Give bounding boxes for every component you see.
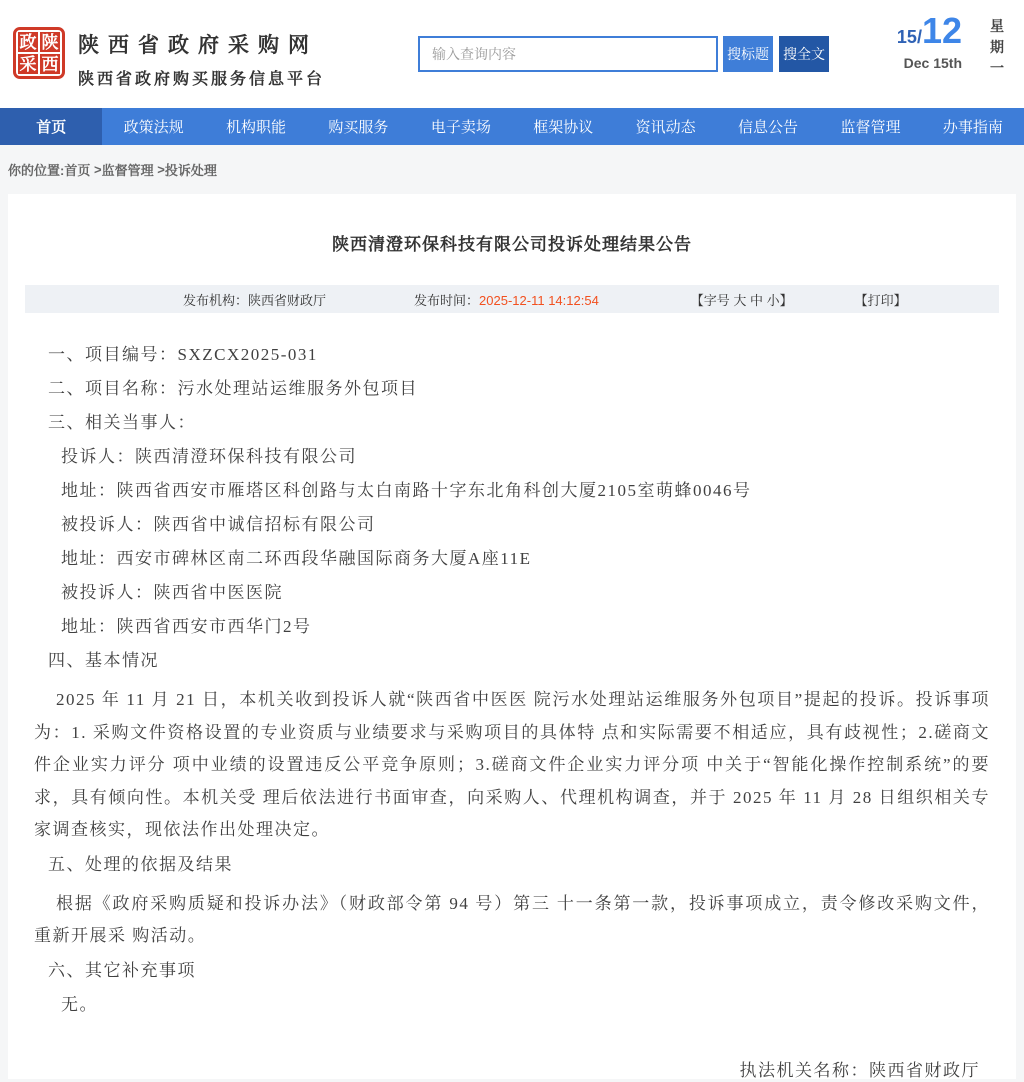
article-card xyxy=(8,194,1016,1079)
nav-item-policy[interactable]: 政策法规 xyxy=(123,119,184,136)
nav-item-news[interactable]: 资讯动态 xyxy=(635,119,696,136)
enforcement-agency-signature: 执法机关名称：陕西省财政厅 xyxy=(739,1060,980,1080)
article-title: 陕西清澄环保科技有限公司投诉处理结果公告 xyxy=(332,235,692,254)
nav-item-purchase-services[interactable]: 购买服务 xyxy=(328,119,389,136)
brand-block xyxy=(78,29,325,89)
article-line: 六、其它补充事项 xyxy=(48,960,196,980)
date-english: Dec 15th xyxy=(903,55,962,71)
publish-time-value: 2025-12-11 14:12:54 xyxy=(479,292,599,308)
breadcrumb-separator: > xyxy=(90,162,102,177)
weekday-character: 星 xyxy=(990,18,1004,34)
site-subtitle: 陕西省政府购买服务信息平台 xyxy=(78,71,326,88)
weekday-vertical xyxy=(990,16,1004,79)
breadcrumb-prefix: 你的位置: xyxy=(8,163,65,178)
search-title-button[interactable]: 搜标题 xyxy=(723,36,773,72)
article-line: 四、基本情况 xyxy=(48,651,159,670)
date-widget xyxy=(897,10,962,71)
article-line: 地址：西安市碑林区南二环西段华融国际商务大厦A座11E xyxy=(61,549,532,568)
weekday-character: 一 xyxy=(990,60,1004,76)
article-line: 被投诉人：陕西省中诚信招标有限公司 xyxy=(61,515,376,534)
article-line: 一、项目编号：SXZCX2025-031 xyxy=(48,345,318,364)
nav-item-home[interactable]: 首页 xyxy=(0,108,102,145)
site-header xyxy=(0,0,1024,108)
article-line: 五、处理的依据及结果 xyxy=(48,854,233,874)
breadcrumb-separator: > xyxy=(153,162,165,177)
nav-item-e-marketplace[interactable]: 电子卖场 xyxy=(430,119,491,136)
breadcrumb-link[interactable]: 投诉处理 xyxy=(164,163,217,178)
site-logo[interactable] xyxy=(13,27,65,79)
site-title: 陕西省政府采购网 xyxy=(78,34,318,57)
article-body xyxy=(8,313,1016,1082)
date-month: 12 xyxy=(921,10,962,51)
print-button[interactable]: 【打印】 xyxy=(854,292,907,308)
date-slash: / xyxy=(916,27,922,47)
article-line: 无。 xyxy=(61,994,98,1014)
publish-time-label: 发布时间： xyxy=(414,292,480,308)
article-line: 地址：陕西省西安市西华门2号 xyxy=(61,617,312,636)
search-bar xyxy=(418,36,829,72)
nav-item-announcements[interactable]: 信息公告 xyxy=(738,119,799,136)
article-line: 投诉人：陕西清澄环保科技有限公司 xyxy=(61,447,357,466)
publish-agency xyxy=(183,290,326,309)
publish-agency-label: 发布机构： xyxy=(183,292,249,308)
article-line: 三、相关当事人： xyxy=(48,413,196,432)
article-line: 二、项目名称：污水处理站运维服务外包项目 xyxy=(48,379,418,398)
date-day: 15 xyxy=(896,27,917,47)
weekday-character: 期 xyxy=(990,39,1004,55)
nav-item-framework-agreement[interactable]: 框架协议 xyxy=(533,119,594,136)
article-meta-bar xyxy=(25,285,999,313)
publish-agency-value: 陕西省财政厅 xyxy=(248,292,327,308)
font-size-control[interactable]: 【字号 大 中 小】 xyxy=(690,292,793,308)
breadcrumb xyxy=(0,145,1024,194)
nav-item-functions[interactable]: 机构职能 xyxy=(226,119,287,136)
search-fulltext-button[interactable]: 搜全文 xyxy=(779,36,829,72)
logo-character: 陕 xyxy=(41,32,59,52)
breadcrumb-link[interactable]: 首页 xyxy=(64,163,91,178)
nav-item-service-guide[interactable]: 办事指南 xyxy=(942,119,1003,136)
article-paragraph: 根据《政府采购质疑和投诉办法》（财政部令第 94 号）第三 十一条第一款，投诉事项成立，责令修改采购文件，重新开展采 购活动。 xyxy=(34,893,990,945)
logo-character: 西 xyxy=(41,54,59,74)
logo-character: 政 xyxy=(19,32,37,52)
breadcrumb-link[interactable]: 监督管理 xyxy=(101,163,154,178)
search-input[interactable] xyxy=(418,36,718,72)
date-numbers xyxy=(897,10,962,52)
article-paragraph: 2025 年 11 月 21 日，本机关收到投诉人就“陕西省中医医 院污水处理站运维服务外包项目”提起的投诉。投诉事项为：1. 采购文件资格设置的专业资质与业绩要求与采购项目的具体特 点和实际需要不相适应，具有歧视性；2.磋商文件企业实力评分 项中业绩的设置违反公平竞争原则；3.磋商文件企业实力评分项 中关于“智能化操作控制系统”的要求，具有倾向性。本机关受 理后依法进行书面审查，向采购人、代理机构调查，并于 2025 年 11 月 28 日组织相关专家调查核实，现依法作出处理决定。 xyxy=(34,690,990,839)
logo-character: 采 xyxy=(19,54,37,74)
publish-time xyxy=(414,290,599,309)
nav-item-supervision[interactable]: 监督管理 xyxy=(840,119,901,136)
main-nav xyxy=(0,108,1024,145)
article-line: 被投诉人：陕西省中医医院 xyxy=(61,583,283,602)
article-line: 地址：陕西省西安市雁塔区科创路与太白南路十字东北角科创大厦2105室萌蜂0046号 xyxy=(61,481,752,500)
